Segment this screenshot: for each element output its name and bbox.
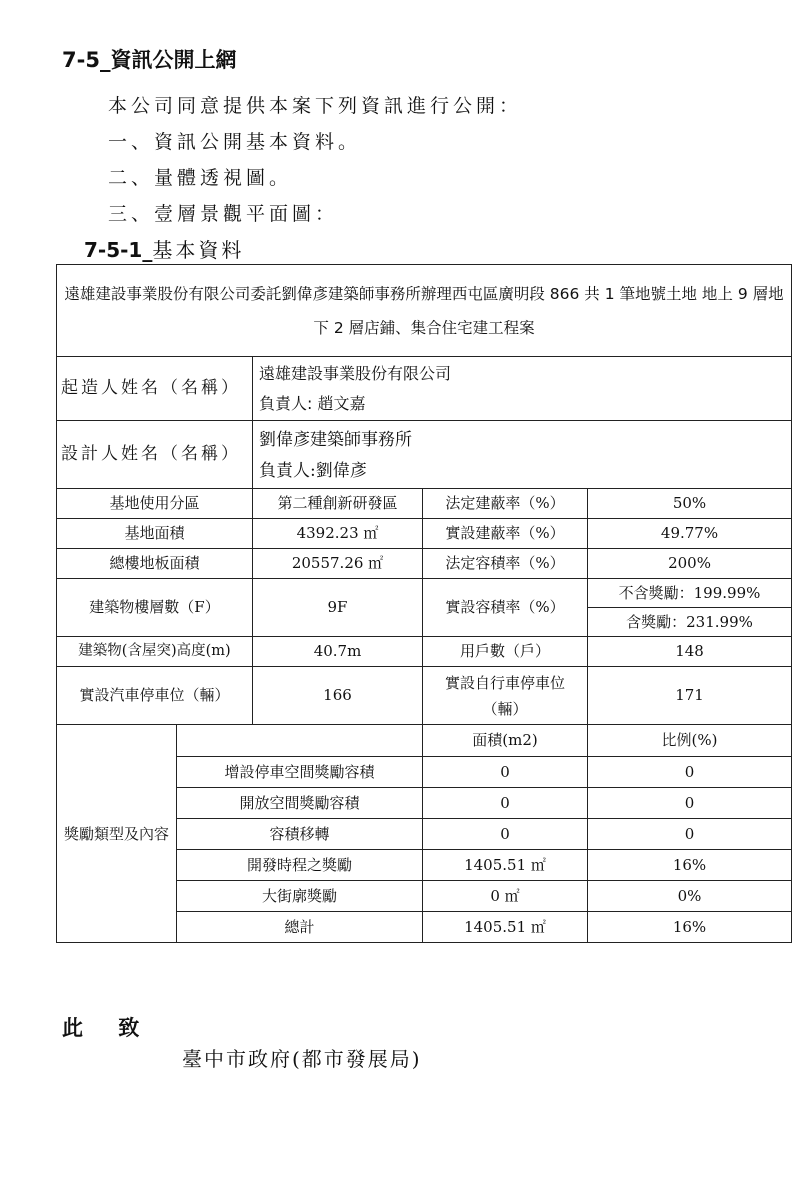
bonus-item-ratio: 0 bbox=[588, 757, 792, 788]
bonus-item-area: 0 bbox=[423, 819, 588, 850]
site-area-value: 4392.23 ㎡ bbox=[253, 519, 423, 549]
bonus-item-area: 1405.51 ㎡ bbox=[423, 850, 588, 881]
bonus-item-ratio: 16% bbox=[588, 850, 792, 881]
builder-rep: 負責人: 趙文嘉 bbox=[259, 393, 366, 413]
far-with-bonus: 含獎勵：231.99% bbox=[588, 607, 791, 636]
subsection-number: 7-5-1_ bbox=[84, 238, 153, 262]
bonus-item-name: 大街廓獎勵 bbox=[177, 881, 423, 912]
builder-name: 遠雄建設事業股份有限公司 bbox=[259, 363, 452, 383]
height-label: 建築物(含屋突)高度(m) bbox=[57, 637, 253, 667]
builder-value bbox=[253, 357, 792, 421]
households-label: 用戶數（戶） bbox=[423, 637, 588, 667]
intro-line-1: 本公司同意提供本案下列資訊進行公開： bbox=[108, 95, 523, 117]
bonus-total-ratio: 16% bbox=[588, 912, 792, 943]
height-value: 40.7m bbox=[253, 637, 423, 667]
bonus-item-area: 0 ㎡ bbox=[423, 881, 588, 912]
actual-far-value bbox=[588, 579, 792, 637]
section-title: 7-5_資訊公開上網 bbox=[62, 48, 237, 72]
intro-line-3: 二、量體透視圖。 bbox=[108, 167, 293, 189]
bonus-total-area: 1405.51 ㎡ bbox=[423, 912, 588, 943]
recipient: 臺中市政府(都市發展局) bbox=[182, 1047, 422, 1071]
bonus-col-ratio: 比例(%) bbox=[588, 725, 792, 757]
actual-far-label: 實設容積率（%） bbox=[423, 579, 588, 637]
bike-parking-value: 171 bbox=[588, 667, 792, 725]
bonus-header-blank bbox=[177, 725, 423, 757]
zoning-value: 第二種創新研發區 bbox=[253, 489, 423, 519]
legal-far-value: 200% bbox=[588, 549, 792, 579]
floors-value: 9F bbox=[253, 579, 423, 637]
bonus-item-name: 開放空間獎勵容積 bbox=[177, 788, 423, 819]
designer-name: 劉偉彥建築師事務所 bbox=[259, 429, 412, 450]
zoning-label: 基地使用分區 bbox=[57, 489, 253, 519]
bonus-item-ratio: 0 bbox=[588, 819, 792, 850]
floors-label: 建築物樓層數（F） bbox=[57, 579, 253, 637]
site-area-label: 基地面積 bbox=[57, 519, 253, 549]
car-parking-label: 實設汽車停車位（輛） bbox=[57, 667, 253, 725]
basic-info-table bbox=[56, 264, 792, 943]
floor-area-value: 20557.26 ㎡ bbox=[253, 549, 423, 579]
designer-value bbox=[253, 421, 792, 489]
bonus-col-area: 面積(m2) bbox=[423, 725, 588, 757]
designer-label: 設計人姓名（名稱） bbox=[57, 421, 253, 489]
bonus-item-ratio: 0% bbox=[588, 881, 792, 912]
bike-parking-label: 實設自行車停車位（輛） bbox=[423, 667, 588, 725]
far-without-bonus: 不含獎勵：199.99% bbox=[618, 584, 761, 602]
households-value: 148 bbox=[588, 637, 792, 667]
bonus-item-name: 容積移轉 bbox=[177, 819, 423, 850]
bonus-item-ratio: 0 bbox=[588, 788, 792, 819]
legal-coverage-label: 法定建蔽率（%） bbox=[423, 489, 588, 519]
intro-line-2: 一、資訊公開基本資料。 bbox=[108, 131, 362, 153]
bonus-item-area: 0 bbox=[423, 757, 588, 788]
project-title: 遠雄建設事業股份有限公司委託劉偉彥建築師事務所辦理西屯區廣明段 866 共 1 筆地號土地 地上 9 層地下 2 層店鋪、集合住宅建工程案 bbox=[57, 265, 792, 357]
actual-coverage-label: 實設建蔽率（%） bbox=[423, 519, 588, 549]
actual-coverage-value: 49.77% bbox=[588, 519, 792, 549]
designer-rep: 負責人:劉偉彥 bbox=[259, 460, 367, 481]
intro-line-4: 三、壹層景觀平面圖： bbox=[108, 203, 339, 225]
builder-label: 起造人姓名（名稱） bbox=[57, 357, 253, 421]
bonus-total-name: 總計 bbox=[177, 912, 423, 943]
legal-far-label: 法定容積率（%） bbox=[423, 549, 588, 579]
car-parking-value: 166 bbox=[253, 667, 423, 725]
floor-area-label: 總樓地板面積 bbox=[57, 549, 253, 579]
closing-phrase: 此 致 bbox=[62, 1015, 154, 1040]
subsection-text: 基本資料 bbox=[152, 238, 245, 262]
bonus-label: 獎勵類型及內容 bbox=[57, 725, 177, 943]
bonus-item-name: 開發時程之獎勵 bbox=[177, 850, 423, 881]
bonus-item-area: 0 bbox=[423, 788, 588, 819]
bonus-item-name: 增設停車空間獎勵容積 bbox=[177, 757, 423, 788]
legal-coverage-value: 50% bbox=[588, 489, 792, 519]
subsection-title bbox=[84, 234, 244, 263]
